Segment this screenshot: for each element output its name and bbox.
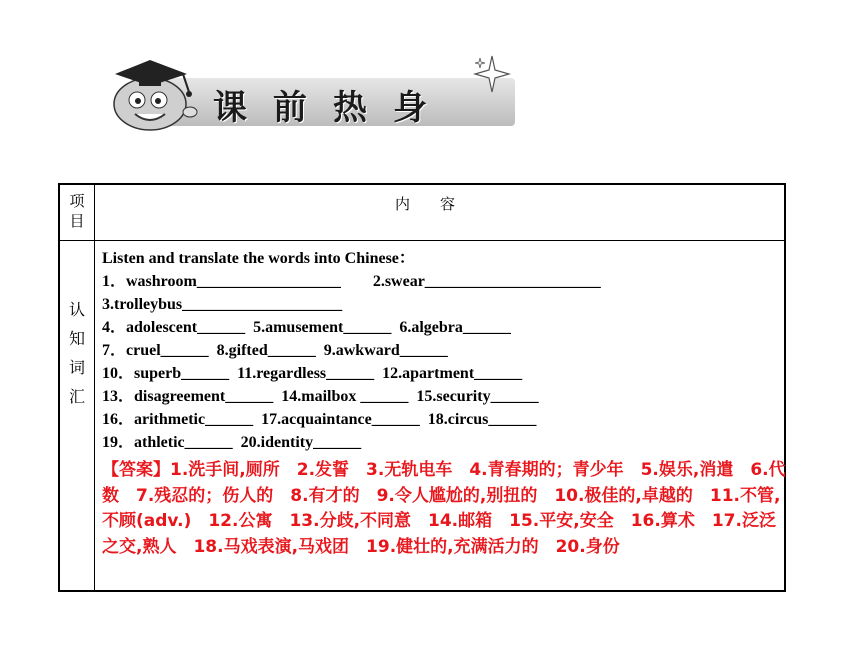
vocabulary-table [58, 183, 786, 592]
row-category-label: 认知词汇 [69, 300, 86, 406]
vocab-line: 10．superb______ 11.regardless______ 12.apartment______ [102, 365, 523, 382]
banner-title: 课前热身 [213, 88, 453, 128]
sparkle-icon [472, 54, 512, 94]
column-divider [94, 185, 95, 590]
vocab-line: 7．cruel______ 8.gifted______ 9.awkward______ [102, 342, 448, 359]
vocab-line: 19．athletic______ 20.identity______ [102, 434, 362, 451]
row-content [102, 247, 786, 560]
mascot-graduate-icon [95, 52, 205, 134]
vocab-line: 13．disagreement______ 14.mailbox ______ 15.security______ [102, 388, 539, 405]
vocab-line: 3.trolleybus____________________ [102, 296, 343, 313]
header-item-label: 项目 [69, 192, 85, 230]
table-header-row [60, 185, 784, 241]
header-content-label: 内容 [394, 195, 485, 213]
section-banner [95, 52, 520, 134]
vocab-line: 16．arithmetic______ 17.acquaintance______ 18.circus______ [102, 411, 537, 428]
vocab-line: 4．adolescent______ 5.amusement______ 6.algebra______ [102, 319, 511, 336]
answer-text: 【答案】1.洗手间,厕所 2.发誓 3.无轨电车 4.青春期的；青少年 5.娱乐,消遣 6.代数 7.残忍的；伤人的 8.有才的 9.令人尴尬的,别扭的 10.极佳的,卓越的 11.不管,不顾(adv.) 12.公寓 13.分歧,不同意 14.邮箱 15.平安,安全 16.算术 17.泛泛之交,熟人 18.马戏表演,马戏团 19.健壮的,充满活力的 20.身份 [102, 460, 786, 557]
vocab-line: 1．washroom__________________ 2.swear______________________ [102, 273, 601, 290]
instruction-line: Listen and translate the words into Chinese： [102, 250, 415, 267]
